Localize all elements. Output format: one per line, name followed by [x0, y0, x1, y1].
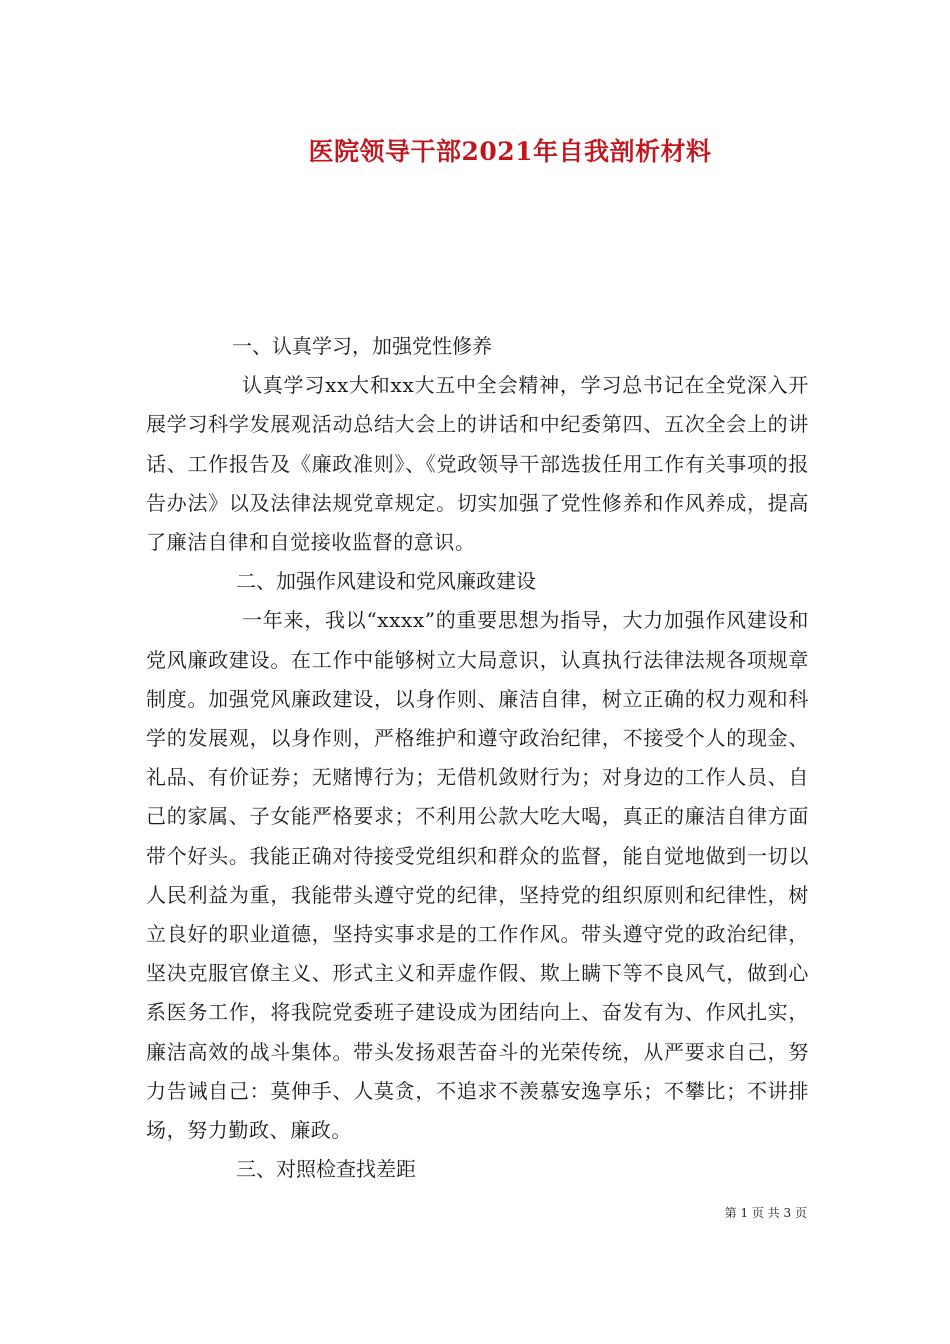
page-number: 第 1 页 共 3 页 — [724, 1206, 807, 1220]
document-body — [146, 327, 809, 1189]
section-heading-2: 二、加强作风建设和党风廉政建设 — [236, 569, 536, 594]
section-heading-1: 一、认真学习，加强党性修养 — [232, 334, 492, 358]
document-title: 医院领导干部2021年自我剖析材料 — [308, 137, 712, 166]
section-paragraph-1: 认真学习xx大和xx大五中全会精神，学习总书记在全党深入开展学习科学发展观活动总结大会上的讲话和中纪委第四、五次全会上的讲话、工作报告及《廉政准则》、《党政领导干部选拔任用工作有关事项的报告办法》以及法律法规党章规定。切实加强了党性修养和作风养成，提高了廉洁自律和自觉接收监督的意识。 — [146, 373, 809, 555]
section-paragraph-2: 一年来，我以“xxxx”的重要思想为指导，大力加强作风建设和党风廉政建设。在工作中能够树立大局意识，认真执行法律法规各项规章制度。加强党风廉政建设，以身作则、廉洁自律，树立正确的权力观和科学的发展观，以身作则，严格维护和遵守政治纪律，不接受个人的现金、礼品、有价证券；无赌博行为；无借机敛财行为；对身边的工作人员、自己的家属、子女能严格要求；不利用公款大吃大喝，真正的廉洁自律方面带个好头。我能正确对待接受党组织和群众的监督，能自觉地做到一切以人民利益为重，我能带头遵守党的纪律，坚持党的组织原则和纪律性，树立良好的职业道德，坚持实事求是的工作作风。带头遵守党的政治纪律，坚决克服官僚主义、形式主义和弄虚作假、欺上瞒下等不良风气，做到心系医务工作，将我院党委班子建设成为团结向上、奋发有为、作风扎实，廉洁高效的战斗集体。带头发扬艰苦奋斗的光荣传统，从严要求自己，努力告诫自己：莫伸手、人莫贪，不追求不羡慕安逸享乐；不攀比；不讲排场，努力勤政、廉政。 — [146, 608, 809, 1143]
section-heading-3: 三、对照检查找差距 — [236, 1157, 416, 1182]
